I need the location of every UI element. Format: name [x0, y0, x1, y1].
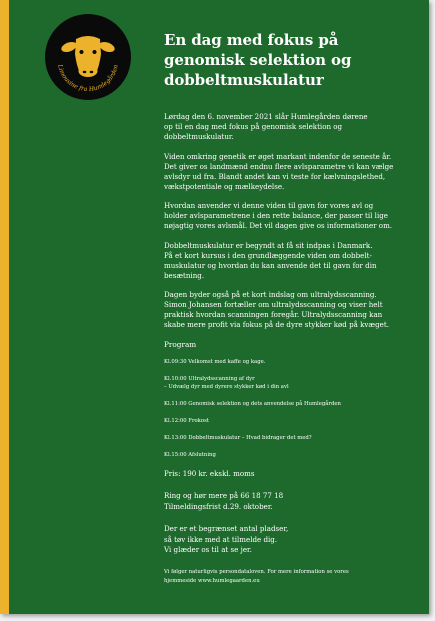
paragraph-line: op til en dag med fokus på genomisk selektion og — [164, 122, 343, 131]
program-item-line: Kl.11:00 Genomisk selektion og dets anvendelse på Humlegården — [164, 400, 341, 407]
paragraph-line: Simon Johansen fortæller om ultralydsscanning og viser helt — [164, 300, 383, 309]
paragraph-line: besætning. — [164, 270, 205, 280]
program-item-line: Kl.12:00 Frokost — [164, 417, 209, 424]
program-heading: Program — [164, 339, 197, 349]
paragraph-line: holder avlsparametrene i den rette balance, der passer til lige — [164, 211, 388, 220]
paragraph-line: Hvordan anvender vi denne viden til gavn for vores avl og — [164, 201, 374, 210]
closing-line: Der er et begrænset antal pladser, — [164, 524, 289, 533]
program-item — [164, 418, 416, 426]
accent-bar — [0, 0, 9, 614]
paragraph-line: nøjagtig vores avlsmål. Det vil dagen give os informationer om. — [164, 221, 393, 230]
paragraph-line: dobbeltmuskulatur. — [164, 132, 234, 141]
paragraph — [164, 241, 416, 281]
paragraph-line: muskulatur og hvordan du kan anvende det til gavn for din — [164, 260, 377, 270]
logo-text: Limousine fra Humlegården — [56, 64, 120, 94]
program-item-line: Kl.15:00 Afslutning — [164, 451, 216, 458]
program-item — [164, 359, 416, 367]
program-item-line: Kl.10:00 Ultralydsscanning af dyr — [164, 376, 255, 382]
closing-line: Vi glæder os til at se jer. — [164, 545, 252, 554]
flyer-content — [164, 30, 416, 586]
program-item-line: Kl.13:00 Dobbeltmuskulatur – Hvad bidrager det med? — [164, 434, 312, 441]
program-item-line: Kl.09:30 Velkomst med kaffe og kage. — [164, 359, 266, 365]
footer-line: hjemmeside www.humlegaarden.eu — [164, 577, 260, 584]
humlegaarden-logo — [45, 14, 131, 100]
paragraph-line: Det giver os landmænd endnu flere avlsparametre vi kan vælge — [164, 161, 394, 171]
program-item — [164, 435, 416, 443]
program-item — [164, 376, 416, 391]
closing-line: så tøv ikke med at tilmelde dig. — [164, 534, 278, 544]
paragraph-line: Lørdag den 6. november 2021 slår Humlegården dørene — [164, 112, 368, 121]
contact-line: Ring og hør mere på 66 18 77 18 — [164, 491, 284, 500]
program-item — [164, 452, 416, 460]
paragraph-line: avlsdyr ud fra. Blandt andet kan vi teste for kælvningslethed, — [164, 171, 386, 181]
price: Pris: 190 kr. ekskl. moms — [164, 468, 255, 478]
paragraph — [164, 112, 416, 142]
paragraph — [164, 290, 416, 330]
paragraph-line: vækstpotentiale og mælkeydelse. — [164, 181, 285, 191]
paragraph-line: praktisk hvordan scanningen foregår. Ultralydsscanning kan — [164, 310, 383, 319]
paragraph-line: skabe mere profit via fokus på de dyre stykker kød på kvæget. — [164, 320, 389, 329]
contact-line: Tilmeldingsfrist d.29. oktober. — [164, 501, 273, 511]
paragraph-line: Dagen byder også på et kort indslag om ultralydsscanning. — [164, 290, 377, 299]
paragraph — [164, 152, 416, 192]
event-title: En dag med fokus på genomisk selektion og dobbeltmuskulatur — [164, 31, 352, 89]
program-item — [164, 401, 416, 409]
paragraph-line: På et kort kursus i den grundlæggende viden om dobbelt- — [164, 250, 372, 260]
paragraph — [164, 201, 416, 231]
program-item-line: – Udvælg dyr med dyrere stykker kød i din avl — [164, 383, 289, 390]
paragraph-line: Viden omkring genetik er øget markant indenfor de seneste år. — [164, 151, 392, 161]
paragraph-line: Dobbeltmuskulatur er begyndt at få sit indpas i Danmark. — [164, 240, 373, 250]
footer-line: Vi følger naturligvis persondataloven. For mere information se vores — [164, 568, 349, 575]
